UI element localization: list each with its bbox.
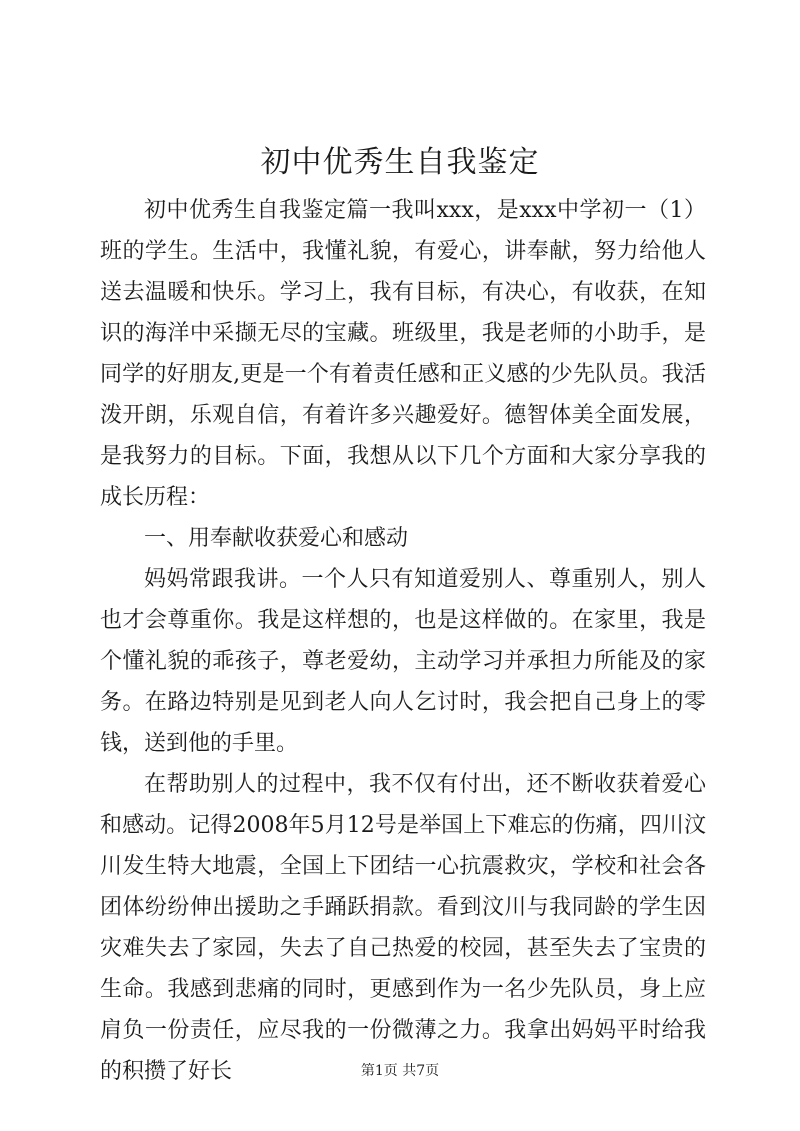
paragraph-earthquake: 在帮助别人的过程中，我不仅有付出，还不断收获着爱心和感动。记得2008年5月12号是举国上下难忘的伤痛，四川汶川发生特大地震，全国上下团结一心抗震救灾，学校和社会各团体纷纷伸出援助之手踊跃捐款。看到汶川与我同龄的学生因灾难失去了家园，失去了自己热爱的校园，甚至失去了宝贵的生命。我感到悲痛的同时，更感到作为一名少先队员，身上应肩负一份责任，应尽我的一份微薄之力。我拿出妈妈平时给我的积攒了好长 <box>100 772 706 1084</box>
paragraph-intro: 初中优秀生自我鉴定篇一我叫xxx，是xxx中学初一（1）班的学生。生活中，我懂礼貌，有爱心，讲奉献，努力给他人送去温暖和快乐。学习上，我有目标，有决心，有收获，在知识的海洋中采撷无尽的宝藏。班级里，我是老师的小助手，是同学的好朋友,更是一个有着责任感和正义感的少先队员。我活泼开朗，乐观自信，有着许多兴趣爱好。德智体美全面发展，是我努力的目标。下面，我想从以下几个方面和大家分享我的成长历程： <box>100 198 706 510</box>
section-heading: 一、用奉献收获爱心和感动 <box>144 526 409 551</box>
page-number-footer: 第1页 共7页 <box>360 1063 440 1079</box>
document-title: 初中优秀生自我鉴定 <box>260 145 540 180</box>
document-body <box>100 190 706 1092</box>
paragraph-respect: 妈妈常跟我讲。一个人只有知道爱别人、尊重别人，别人也才会尊重你。我是这样想的，也是这样做的。在家里，我是个懂礼貌的乖孩子，尊老爱幼，主动学习并承担力所能及的家务。在路边特别是见到老人向人乞讨时，我会把自己身上的零钱，送到他的手里。 <box>100 567 706 756</box>
